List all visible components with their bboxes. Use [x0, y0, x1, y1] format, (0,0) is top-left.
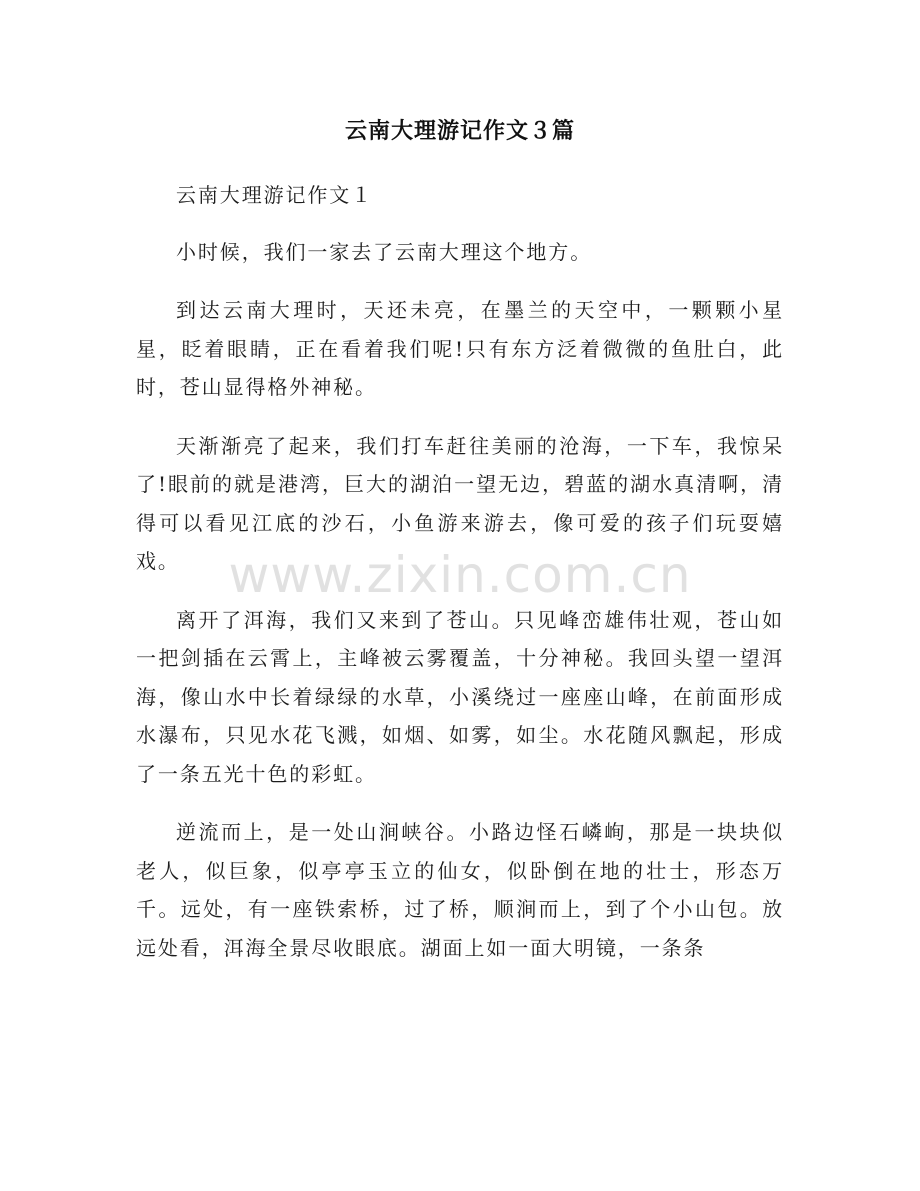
paragraph-1: 小时候，我们一家去了云南大理这个地方。	[176, 239, 593, 264]
document-body	[136, 176, 784, 987]
section-heading: 云南大理游记作文１	[176, 183, 374, 207]
paragraph-3: 天渐渐亮了起来，我们打车赶往美丽的沧海，一下车，我惊呆了!眼前的就是港湾，巨大的湖泊一望无边，碧蓝的湖水真清啊，清得可以看见江底的沙石，小鱼游来游去，像可爱的孩子们玩耍嬉戏。	[136, 433, 784, 573]
watermark: www.zixin.com.cn	[228, 546, 692, 604]
paragraph-2: 到达云南大理时，天还未亮，在墨兰的天空中，一颗颗小星星，眨着眼睛，正在看着我们呢!只有东方泛着微微的鱼肚白，此时，苍山显得格外神秘。	[136, 298, 784, 399]
paragraph-5: 逆流而上，是一处山涧峡谷。小路边怪石嶙峋，那是一块块似老人，似巨象，似亭亭玉立的仙女，似卧倒在地的壮士，形态万千。远处，有一座铁索桥，过了桥，顺涧而上，到了个小山包。放远处看，洱海全景尽收眼底。湖面上如一面大明镜，一条条	[136, 820, 784, 960]
paragraph-4: 离开了洱海，我们又来到了苍山。只见峰峦雄伟壮观，苍山如一把剑插在云霄上，主峰被云雾覆盖，十分神秘。我回头望一望洱海，像山水中长着绿绿的水草，小溪绕过一座座山峰，在前面形成水瀑布，只见水花飞溅，如烟、如雾，如尘。水花随风飘起，形成了一条五光十色的彩虹。	[136, 607, 784, 786]
page-title: 云南大理游记作文３篇	[344, 119, 575, 144]
